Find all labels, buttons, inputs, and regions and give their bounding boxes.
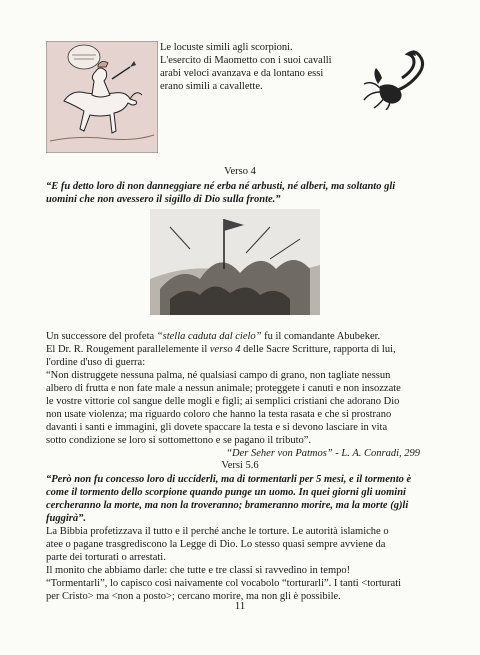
closing-text	[46, 525, 442, 603]
verse-5-6-quote-line: fuggirà”.	[46, 513, 86, 524]
rougemont-line: El Dr. R. Rougement parallelemente il verso 4 delle Sacre Scritture, rapporta di lui,	[46, 344, 396, 355]
order-line: l'ordine d'uso di guerra:	[46, 357, 146, 368]
intro-line: Le locuste simili agli scorpioni.	[160, 42, 293, 53]
verse-5-6-quote	[46, 473, 442, 525]
verse-4-quote-line: uomini che non avessero il sigillo di Dio sulla fronte.”	[46, 194, 281, 205]
verse-5-6-quote-line: “Però non fu concesso loro di ucciderli, ma di tormentarli per 5 mesi, e il tormento è	[46, 474, 412, 485]
closing-line: parte dei torturati o arrestati.	[46, 552, 166, 563]
scorpion-illustration	[360, 46, 432, 110]
battle-illustration	[150, 209, 320, 315]
verse-5-6-quote-line: cercheranno la morte, ma non la troveranno; brameranno morire, ma la morte (g)li	[46, 500, 409, 511]
closing-line: atee o pagane trasgrediscono la Legge di Dio. Lo stesso quasi sempre avviene da	[46, 539, 386, 550]
intro-paragraph	[160, 41, 352, 93]
closing-line: “Tormentarli”, lo capisco così naivamente col vocabolo “torturarli”. I tanti <torturati	[46, 578, 402, 589]
verse-4-quote	[46, 180, 442, 206]
citation: “Der Seher von Patmos” - L. A. Conradi, 299	[226, 448, 420, 459]
war-order-quote-line: non usate violenza; ma riguardo coloro che hanno la testa rasata e che si prostrano	[46, 409, 392, 420]
war-order-quote-line: davanti i santi e immagini, gli dovete spaccare la testa e si devono lasciare in vita	[46, 422, 388, 433]
intro-line: L'esercito di Maometto con i suoi cavalli	[160, 55, 332, 66]
war-order-quote-line: le vostre vittorie col sangue delle mogli e figli; ai semplici cristiani che adorano Dio	[46, 396, 400, 407]
verse-4-quote-line: “E fu detto loro di non danneggiare né erba né arbusti, né alberi, ma soltanto gli	[46, 181, 396, 192]
war-order-quote-line: “Non distruggete nessuna palma, né qualsiasi campo di grano, non tagliate nessun	[46, 370, 391, 381]
war-order-quote-line: albero di frutta e non fate male a nessun animale; proteggete i canuti e non insozzate	[46, 383, 401, 394]
war-order-quote-line: sotto condizione se loro si sottomettono e se pagano il tributo”.	[46, 435, 312, 446]
successor-line: Un successore del profeta “stella caduta dal cielo” fu il comandante Abubeker.	[46, 331, 381, 342]
closing-line: Il monito che abbiamo darle: che tutte e tre classi si ravvedino in tempo!	[46, 565, 351, 576]
verse-5-6-title: Versi 5.6	[221, 460, 259, 471]
closing-line: per Cristo> ma <non a posto>; cercano morire, ma non gli è possibile.	[46, 591, 341, 602]
body-text	[46, 330, 442, 460]
verse-4-title: Verso 4	[224, 166, 256, 177]
closing-line: La Bibbia profetizzava il tutto e il perché anche le torture. Le autorità islamiche o	[46, 526, 389, 537]
intro-line: arabi veloci avanzava e da lontano essi	[160, 68, 324, 79]
rider-illustration	[46, 41, 158, 153]
page-number: 11	[234, 600, 246, 612]
verse-5-6-quote-line: come il tormento dello scorpione quando punge un uomo. In quei giorni gli uomini	[46, 487, 406, 498]
intro-line: erano simili a cavallette.	[160, 81, 263, 92]
